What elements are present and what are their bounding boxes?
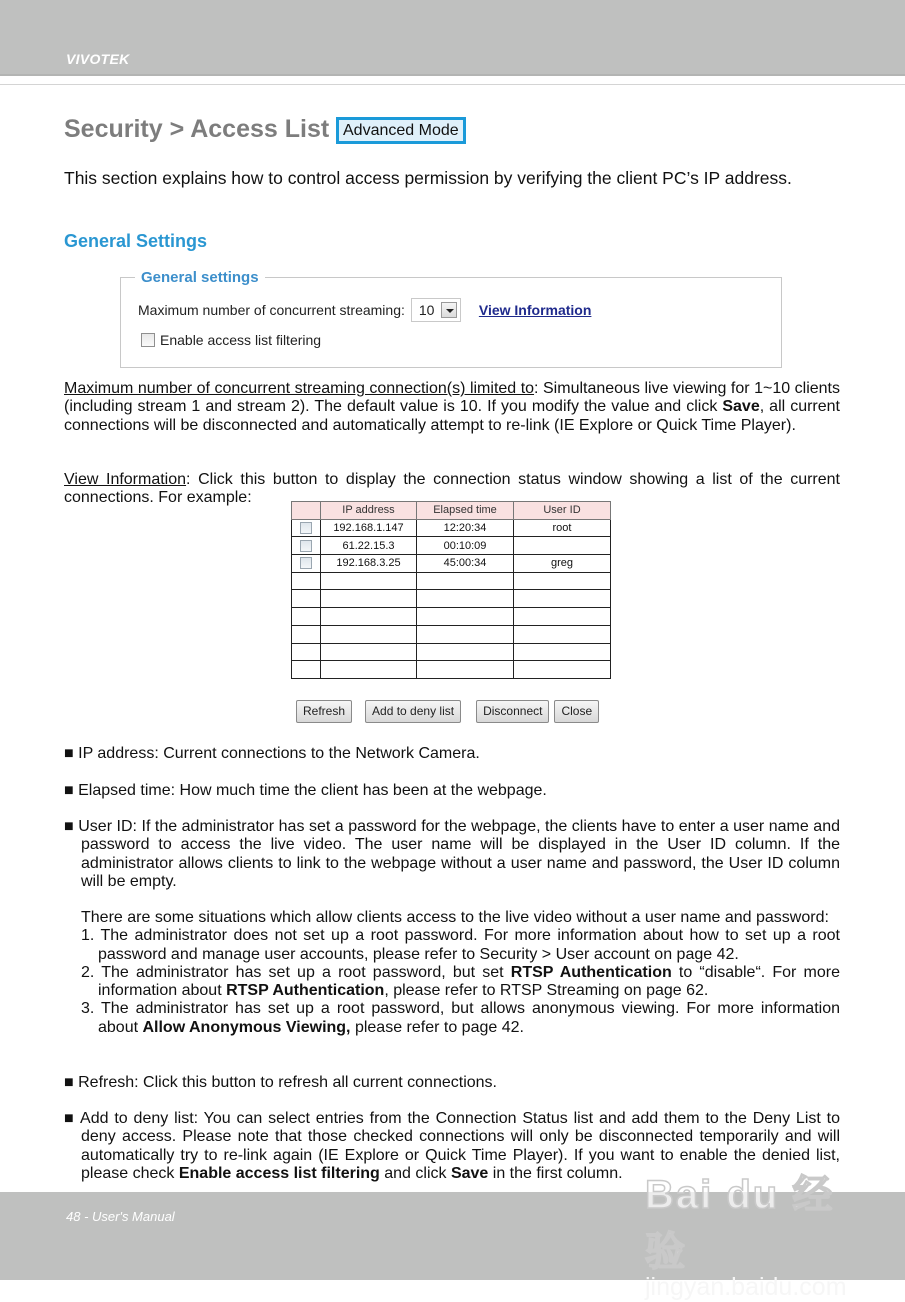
advanced-mode-badge: Advanced Mode bbox=[336, 117, 466, 144]
watermark-url: jingyan.baidu.com bbox=[645, 1273, 847, 1301]
col-header-select bbox=[292, 502, 321, 520]
bullet-text: in the first column. bbox=[488, 1164, 623, 1182]
table-row bbox=[292, 555, 611, 573]
general-settings-panel bbox=[120, 269, 782, 368]
empty-cell bbox=[321, 661, 417, 679]
connection-actions bbox=[296, 700, 599, 723]
empty-cell bbox=[417, 608, 514, 626]
bullet-text: Elapsed time: How much time the client has been at the webpage. bbox=[78, 782, 547, 799]
row-select-cell bbox=[292, 519, 321, 537]
table-row bbox=[292, 537, 611, 555]
add-to-deny-list-button[interactable]: Add to deny list bbox=[365, 700, 461, 723]
cell-ip: 192.168.3.25 bbox=[321, 555, 417, 573]
intro-text: This section explains how to control access permission by verifying the client PC’s IP address. bbox=[64, 168, 792, 188]
cell-ip: 192.168.1.147 bbox=[321, 519, 417, 537]
cell-user: greg bbox=[514, 555, 611, 573]
save-term: Save bbox=[450, 1164, 489, 1182]
situation-item-3 bbox=[64, 1000, 840, 1037]
max-streaming-label: Maximum number of concurrent streaming: bbox=[138, 302, 405, 318]
col-header-ip: IP address bbox=[321, 502, 417, 520]
empty-cell bbox=[417, 572, 514, 590]
empty-cell bbox=[292, 590, 321, 608]
chevron-down-icon bbox=[441, 302, 457, 318]
enable-filtering-term: Enable access list filtering bbox=[178, 1164, 380, 1182]
bullet-text: User ID: If the administrator has set a password for the webpage, the clients have to enter a user name and password to access the live video. The user name will be displayed in the User ID column. If the administrator allows clients to link to the webpage without a user name and password, the User ID column will be empty. bbox=[78, 818, 840, 890]
view-information-text: : Click this button to display the connection status window showing a list of the current connections. For example: bbox=[64, 471, 841, 507]
col-header-elapsed: Elapsed time bbox=[417, 502, 514, 520]
general-settings-legend: General settings bbox=[135, 269, 265, 286]
page-number-label: 48 - User's Manual bbox=[66, 1209, 175, 1224]
disconnect-button[interactable]: Disconnect bbox=[476, 700, 549, 723]
bullet-ip-address bbox=[64, 745, 840, 763]
brand-logo: VIVOTEK bbox=[66, 51, 130, 67]
table-row-empty bbox=[292, 590, 611, 608]
empty-cell bbox=[514, 643, 611, 661]
table-row-empty bbox=[292, 661, 611, 679]
empty-cell bbox=[514, 572, 611, 590]
enable-filtering-row bbox=[141, 332, 321, 348]
empty-cell bbox=[292, 661, 321, 679]
situation-text: , please refer to RTSP Streaming on page 62. bbox=[384, 982, 709, 1000]
max-streaming-row bbox=[138, 298, 591, 322]
empty-cell bbox=[292, 608, 321, 626]
empty-cell bbox=[321, 572, 417, 590]
cell-elapsed: 45:00:34 bbox=[417, 555, 514, 573]
bullet-text: Add to deny list: You can select entries from the Connection Status list and add them to the Deny List to deny access. Please note that those checked connections will only be disconnected temporarily and will automatically try to re-link again (IE Explore or Quick Time Player). If you want to enable the denied list, please check bbox=[80, 1110, 841, 1182]
section-heading-general-settings: General Settings bbox=[64, 231, 208, 251]
bullet-elapsed-time bbox=[64, 782, 840, 800]
bullet-refresh bbox=[64, 1074, 840, 1092]
empty-cell bbox=[321, 643, 417, 661]
empty-cell bbox=[514, 608, 611, 626]
page-title: Security > Access List bbox=[64, 115, 330, 143]
empty-cell bbox=[514, 590, 611, 608]
max-streaming-description bbox=[64, 380, 840, 435]
max-streaming-text-end: , all current connections will be disconnected and automatically attempt to re-link (IE Explore or Quick Time Player). bbox=[64, 398, 841, 434]
bullet-marker-icon: ■ bbox=[64, 818, 74, 835]
empty-cell bbox=[417, 661, 514, 679]
situation-item-1: 1. The administrator does not set up a root password. For more information about how to set up a root password and manage user accounts, please refer to Security > User account on page 42. bbox=[81, 927, 840, 963]
table-row-empty bbox=[292, 572, 611, 590]
table-row-empty bbox=[292, 608, 611, 626]
bullet-text: IP address: Current connections to the Network Camera. bbox=[78, 745, 480, 762]
header-divider bbox=[0, 84, 905, 85]
table-header-row bbox=[292, 502, 611, 520]
empty-cell bbox=[321, 608, 417, 626]
table-row bbox=[292, 519, 611, 537]
cell-ip: 61.22.15.3 bbox=[321, 537, 417, 555]
rtsp-auth-term: RTSP Authentication bbox=[226, 982, 385, 1000]
enable-filtering-checkbox[interactable] bbox=[141, 333, 155, 347]
bullet-marker-icon: ■ bbox=[64, 782, 74, 799]
row-checkbox[interactable] bbox=[300, 557, 312, 569]
empty-cell bbox=[514, 625, 611, 643]
situations-block bbox=[64, 909, 840, 1037]
col-header-user: User ID bbox=[514, 502, 611, 520]
empty-cell bbox=[417, 625, 514, 643]
empty-cell bbox=[417, 590, 514, 608]
cell-user bbox=[514, 537, 611, 555]
empty-cell bbox=[321, 625, 417, 643]
cell-user: root bbox=[514, 519, 611, 537]
anonymous-viewing-term: Allow Anonymous Viewing, bbox=[142, 1018, 351, 1036]
bullet-marker-icon: ■ bbox=[64, 745, 74, 762]
bullet-marker-icon: ■ bbox=[64, 1074, 74, 1091]
enable-filtering-label: Enable access list filtering bbox=[160, 332, 322, 348]
empty-cell bbox=[292, 572, 321, 590]
max-streaming-term: Maximum number of concurrent streaming connection(s) limited to bbox=[64, 380, 535, 397]
save-term: Save bbox=[722, 398, 760, 416]
table-row-empty bbox=[292, 625, 611, 643]
cell-elapsed: 12:20:34 bbox=[417, 519, 514, 537]
max-streaming-select[interactable] bbox=[411, 298, 461, 322]
row-select-cell bbox=[292, 555, 321, 573]
bullet-text: Refresh: Click this button to refresh all current connections. bbox=[78, 1074, 497, 1091]
row-select-cell bbox=[292, 537, 321, 555]
bullet-user-id bbox=[64, 818, 840, 891]
situation-item-2 bbox=[64, 964, 840, 1001]
table-row-empty bbox=[292, 643, 611, 661]
situation-text: 2. The administrator has set up a root password, but set bbox=[81, 963, 511, 981]
situation-text: please refer to page 42. bbox=[350, 1018, 524, 1036]
max-streaming-value: 10 bbox=[418, 302, 435, 318]
cell-elapsed: 00:10:09 bbox=[417, 537, 514, 555]
empty-cell bbox=[417, 643, 514, 661]
max-streaming-text: : Simultaneous live viewing for 1~10 clients (including stream 1 and stream 2). The default value is 10. If you modify the value and click bbox=[64, 380, 840, 416]
view-information-link[interactable]: View Information bbox=[478, 302, 592, 318]
connection-status-table bbox=[291, 501, 611, 679]
close-button[interactable]: Close bbox=[554, 700, 599, 723]
empty-cell bbox=[292, 625, 321, 643]
page-header-bar bbox=[0, 0, 905, 76]
bullet-marker-icon: ■ bbox=[64, 1110, 76, 1127]
baidu-watermark bbox=[645, 1163, 855, 1301]
watermark-logo: Bai du 经验 bbox=[645, 1173, 835, 1274]
view-information-term: View Information bbox=[64, 471, 187, 488]
row-checkbox[interactable] bbox=[300, 522, 312, 534]
situation-text: 3. The administrator has set up a root password, but allows anonymous viewing. For more information about bbox=[81, 1000, 840, 1036]
situation-text: to “disable“. For more information about bbox=[98, 963, 840, 1000]
empty-cell bbox=[321, 590, 417, 608]
row-checkbox[interactable] bbox=[300, 540, 312, 552]
refresh-button[interactable]: Refresh bbox=[296, 700, 352, 723]
rtsp-auth-term: RTSP Authentication bbox=[510, 963, 672, 981]
situations-intro: There are some situations which allow clients access to the live video without a user name and password: bbox=[81, 909, 829, 926]
empty-cell bbox=[292, 643, 321, 661]
bullet-text: and click bbox=[379, 1164, 451, 1182]
empty-cell bbox=[514, 661, 611, 679]
